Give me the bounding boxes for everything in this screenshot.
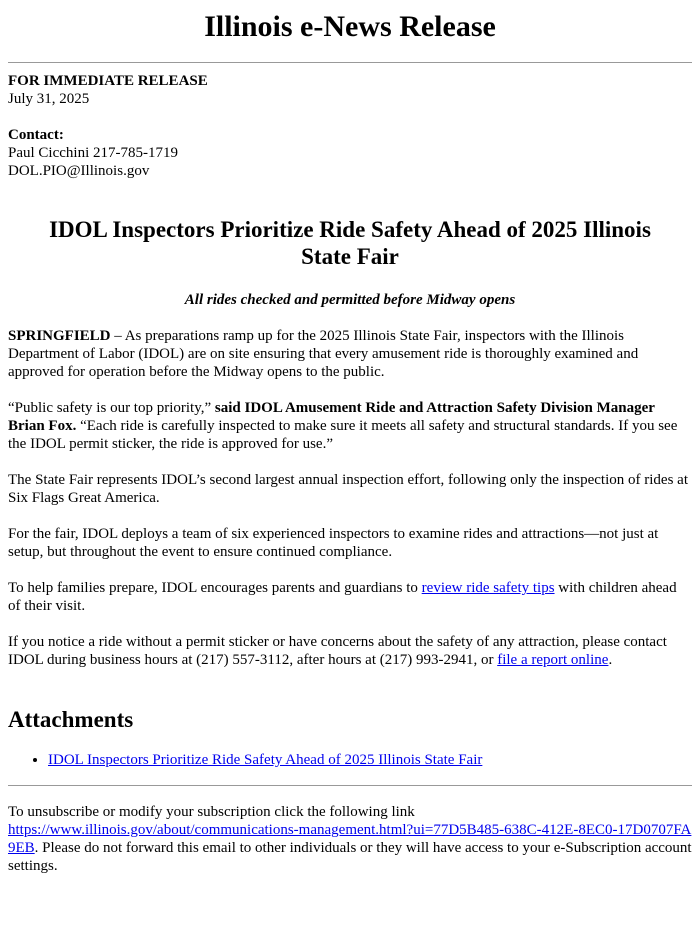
quote-attribution: said IDOL Amusement Ride and Attraction Safety Division Manager Brian Fox. (8, 400, 655, 434)
release-subhead: All rides checked and permitted before Midway opens (184, 292, 516, 308)
footer-unsubscribe (8, 803, 692, 875)
unsubscribe-link[interactable]: https://www.illinois.gov/about/communications-management.html?ui=77D5B485-638C-412E-8EC0-17D0707FA9EB (8, 822, 692, 856)
paragraph-4: For the fair, IDOL deploys a team of six experienced inspectors to examine rides and attractions—not just at setup, but throughout the event to ensure continued compliance. (8, 526, 659, 560)
dateline: SPRINGFIELD (8, 328, 111, 344)
paragraph-3: The State Fair represents IDOL’s second largest annual inspection effort, following only the inspection of rides at Six Flags Great America. (8, 472, 688, 506)
file-report-link[interactable]: file a report online (497, 652, 609, 668)
contact-label: Contact: (8, 127, 64, 143)
paragraph-1: SPRINGFIELD – As preparations ramp up for the 2025 Illinois State Fair, inspectors with the Illinois Department of Labor (IDOL) are on site ensuring that every amusement ride is thoroughly examined and approved for operation before the Midway opens to the public. (8, 328, 639, 380)
attachment-link[interactable]: IDOL Inspectors Prioritize Ride Safety Ahead of 2025 Illinois State Fair (48, 752, 483, 768)
paragraph-2: “Public safety is our top priority,” said IDOL Amusement Ride and Attraction Safety Division Manager Brian Fox. “Each ride is carefully inspected to make sure it meets all safety and structural standards. If you see the IDOL permit sticker, the ride is approved for use.” (8, 400, 678, 452)
footer-warning: . Please do not forward this email to other individuals or they will have access to your e-Subscription account settings. (8, 840, 692, 874)
attachments-heading: Attachments (8, 707, 134, 732)
ride-safety-tips-link[interactable]: review ride safety tips (421, 580, 555, 596)
header-divider (8, 62, 692, 63)
release-headline: IDOL Inspectors Prioritize Ride Safety Ahead of 2025 Illinois State Fair (49, 217, 651, 269)
release-date: July 31, 2025 (8, 91, 90, 107)
news-release-page (0, 10, 700, 875)
site-title: Illinois e-News Release (204, 10, 496, 43)
attachment-item (48, 751, 692, 769)
release-info (8, 72, 692, 180)
contact-email: DOL.PIO@Illinois.gov (8, 163, 150, 179)
contact-name-phone: Paul Cicchini 217-785-1719 (8, 145, 178, 161)
attachments-list (8, 751, 692, 769)
paragraph-5: To help families prepare, IDOL encourages parents and guardians to review ride safety tips with children ahead of their visit. (8, 580, 677, 614)
footer-divider (8, 785, 692, 786)
release-label: FOR IMMEDIATE RELEASE (8, 73, 208, 89)
footer-intro: To unsubscribe or modify your subscription click the following link (8, 804, 415, 820)
paragraph-6: If you notice a ride without a permit sticker or have concerns about the safety of any attraction, please contact IDOL during business hours at (217) 557-3112, after hours at (217) 993-2941, or file a report online. (8, 634, 667, 668)
